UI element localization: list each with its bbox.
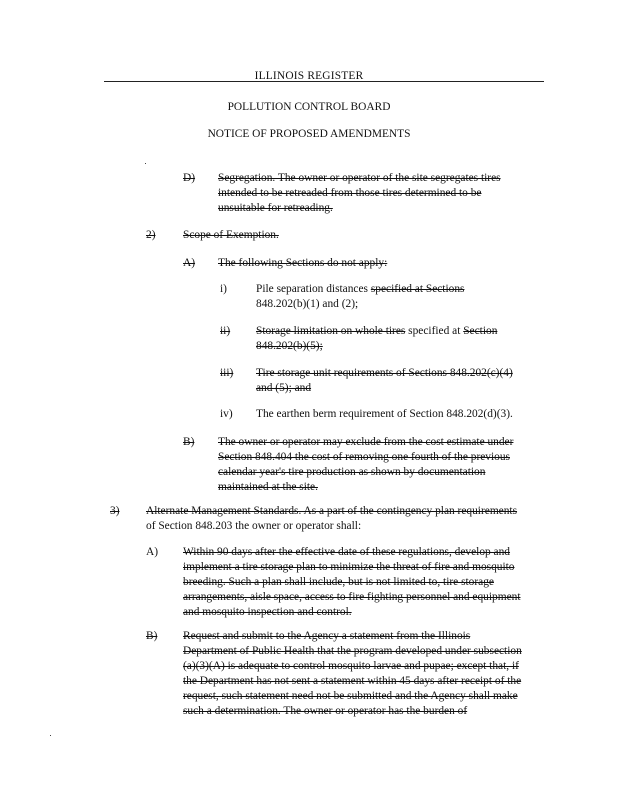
- item-ii-line-1: [256, 324, 497, 339]
- item-2a-label: A): [183, 257, 196, 269]
- item-ii-line-1-struck: Storage limitation on whole tires: [256, 325, 406, 337]
- item-3-line-2: of Section 848.203 the owner or operator shall:: [146, 520, 362, 532]
- item-2b-line-4: maintained at the site.: [218, 481, 318, 493]
- item-2b-line-2: Section 848.404 the cost of removing one fourth of the previous: [218, 451, 510, 463]
- item-3-text: [146, 504, 517, 534]
- register-title: ILLINOIS REGISTER: [254, 70, 364, 82]
- item-d-label: D): [183, 172, 196, 184]
- item-3-line-1: Alternate Management Standards. As a part of the contingency plan requirements: [146, 505, 518, 517]
- item-3b-line-2: Department of Public Health that the program developed under subsection: [183, 645, 522, 657]
- item-3b-line-5: request, such statement need not be submitted and the Agency shall make: [183, 690, 518, 702]
- item-3a-label: A): [146, 546, 159, 558]
- item-2b-text: [218, 435, 513, 495]
- item-3b-label: B): [146, 630, 158, 642]
- item-iii-text: [256, 366, 513, 396]
- item-i-line-1: [256, 282, 464, 297]
- item-ii-line-1-struck-2: Section: [463, 325, 498, 337]
- item-iv-label: iv): [220, 408, 233, 420]
- item-iv-text: The earthen berm requirement of Section 848.202(d)(3).: [256, 408, 513, 420]
- item-3b-line-1: Request and submit to the Agency a statement from the Illinois: [183, 630, 471, 642]
- item-ii-line-1-mid: specified at: [405, 325, 464, 337]
- notice-title: NOTICE OF PROPOSED AMENDMENTS: [207, 128, 411, 140]
- item-2-text: Scope of Exemption.: [183, 229, 279, 241]
- item-ii-label: ii): [220, 325, 231, 337]
- item-iii-line-1: Tire storage unit requirements of Sections 848.202(c)(4): [256, 367, 513, 379]
- item-3b-line-3: (a)(3)(A) is adequate to control mosquito larvae and pupae; except that, if: [183, 660, 519, 672]
- item-iii-line-2: and (5); and: [256, 382, 312, 394]
- item-d-line-3: unsuitable for retreading.: [218, 202, 333, 214]
- item-3b-text: [183, 629, 522, 719]
- item-2b-line-1: The owner or operator may exclude from the cost estimate under: [218, 436, 514, 448]
- item-3a-line-3: breeding. Such a plan shall include, but is not limited to, tire storage: [183, 576, 494, 588]
- item-ii-text: [256, 324, 497, 354]
- item-d-text: [218, 171, 501, 216]
- item-2a-text: The following Sections do not apply:: [218, 257, 388, 269]
- item-3a-line-1: Within 90 days after the effective date of these regulations, develop and: [183, 546, 511, 558]
- item-i-line-1-start: Pile separation distances: [256, 283, 371, 295]
- item-3-label: 3): [110, 505, 120, 517]
- item-3b-line-4: the Department has not sent a statement within 45 days after receipt of the: [183, 675, 522, 687]
- item-3a-text: [183, 545, 520, 620]
- item-i-text: [256, 282, 464, 312]
- item-d-line-1: Segregation. The owner or operator of the site segregates tires: [218, 172, 501, 184]
- item-3a-line-4: arrangements, aisle space, access to fire fighting personnel and equipment: [183, 591, 521, 603]
- item-iii-label: iii): [220, 367, 234, 379]
- board-title: POLLUTION CONTROL BOARD: [227, 101, 391, 113]
- item-3a-line-5: and mosquito inspection and control.: [183, 606, 352, 618]
- item-2-label: 2): [146, 229, 156, 241]
- item-2b-line-3: calendar year's tire production as shown by documentation: [218, 466, 486, 478]
- item-i-label: i): [220, 283, 227, 295]
- item-i-line-2: 848.202(b)(1) and (2);: [256, 298, 359, 310]
- scan-speck-2: [50, 735, 51, 736]
- item-3b-line-6: such a determination. The owner or operator has the burden of: [183, 705, 468, 717]
- item-3a-line-2: implement a tire storage plan to minimize the threat of fire and mosquito: [183, 561, 515, 573]
- item-ii-line-2: 848.202(b)(5);: [256, 340, 323, 352]
- scan-speck: [145, 163, 146, 164]
- item-i-line-1-struck: specified at Sections: [370, 283, 465, 295]
- item-2b-label: B): [183, 436, 195, 448]
- item-d-line-2: intended to be retreaded from those tires determined to be: [218, 187, 482, 199]
